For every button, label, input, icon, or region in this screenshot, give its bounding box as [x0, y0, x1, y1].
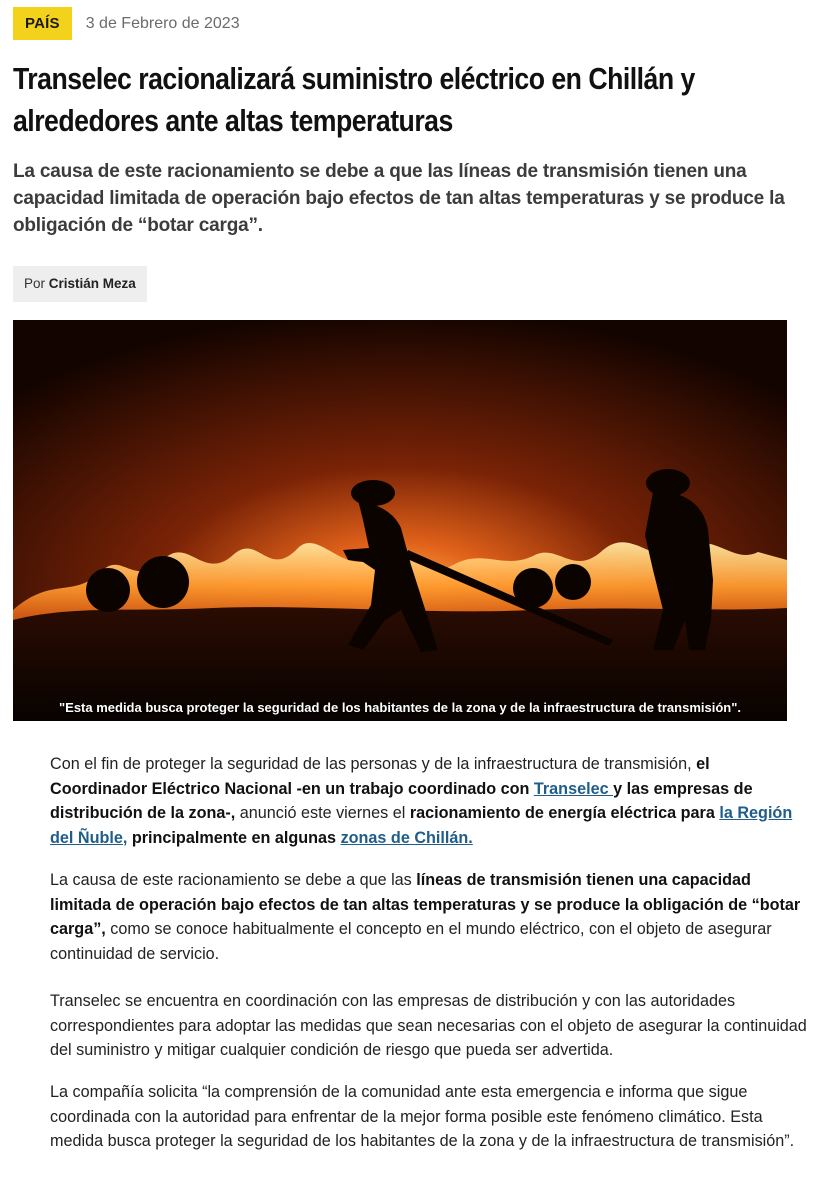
publish-date: 3 de Febrero de 2023	[85, 14, 240, 32]
paragraph-3: Transelec se encuentra en coordinación con las empresas de distribución y con las autoridades correspondientes para adoptar las medidas que sean necesarias con el objeto de asegurar la continuidad del suministro y mitigar cualquier condición de riesgo que pueda ser advertida.	[50, 992, 807, 1059]
firefighters-photo	[13, 320, 787, 721]
paragraph-bold: y las empresas de distribución de la zona-,	[50, 779, 753, 822]
paragraph-bold: líneas de transmisión tienen una capacidad limitada de operación bajo efectos de tan altas temperaturas y se produce la obligación de “botar carga”,	[50, 871, 801, 938]
paragraph-bold: principalmente en algunas	[127, 828, 341, 847]
paragraph-text: como se conoce habitualmente el concepto en el mundo eléctrico, con el objeto de asegurar continuidad de servicio.	[50, 920, 772, 963]
article-meta	[13, 7, 240, 40]
paragraph-text: Con el fin de proteger la seguridad de las personas y de la infraestructura de transmisión,	[50, 755, 697, 773]
author-name[interactable]: Cristián Meza	[48, 276, 136, 291]
paragraph-bold: racionamiento de energía eléctrica para	[409, 804, 720, 822]
transelec-link[interactable]: Transelec	[533, 779, 614, 798]
paragraph-text: anunció este viernes el	[235, 804, 410, 822]
paragraph-2	[50, 868, 810, 966]
region-nuble-link[interactable]: la Región del Ñuble,	[50, 804, 793, 847]
article-lead: La causa de este racionamiento se debe a que las líneas de transmisión tienen una capacidad limitada de operación bajo efectos de tan altas temperaturas y se produce la obligación de “botar carga”.	[13, 161, 785, 236]
chillan-zones-link[interactable]: zonas de Chillán.	[340, 828, 473, 847]
byline-prefix: Por	[24, 276, 46, 291]
paragraph-bold: el Coordinador Eléctrico Nacional -en un trabajo coordinado con	[50, 755, 710, 798]
paragraph-4: La compañía solicita “la comprensión de la comunidad ante esta emergencia e informa que sigue coordinada con la autoridad para enfrentar de la mejor forma posible este fenómeno climático. Esta medida busca proteger la seguridad de los habitantes de la zona y de la infraestructura de transmisión”.	[50, 1083, 795, 1150]
paragraph-text: La causa de este racionamiento se debe a que las	[50, 871, 417, 889]
article-title: Transelec racionalizará suministro eléctrico en Chillán y alrededores ante altas temperaturas	[13, 61, 695, 138]
article-image	[13, 320, 787, 721]
section-tag[interactable]: PAÍS	[13, 7, 72, 40]
paragraph-1	[50, 752, 810, 850]
byline	[13, 266, 147, 302]
image-caption: "Esta medida busca proteger la seguridad de los habitantes de la zona y de la infraestructura de transmisión".	[58, 700, 742, 715]
